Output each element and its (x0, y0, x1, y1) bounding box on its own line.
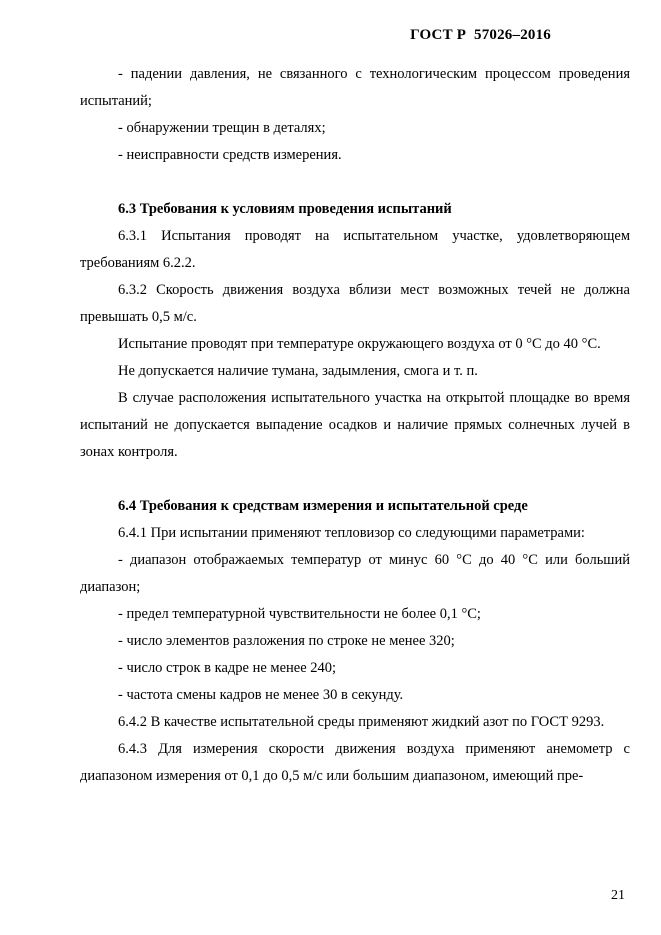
paragraph: 6.3.1 Испытания проводят на испытательном участке, удовлетворяющем требованиям 6.2.2. (80, 228, 630, 271)
document-body (80, 61, 630, 790)
paragraph: 6.3.2 Скорость движения воздуха вблизи мест возможных течей не должна превышать 0,5 м/с. (80, 282, 630, 325)
paragraph: - падении давления, не связанного с технологическим процессом проведения испытаний; (80, 66, 630, 109)
document-header: ГОСТ Р 57026–2016 (410, 27, 551, 43)
paragraph: В случае расположения испытательного участка на открытой площадке во время испытаний не допускается выпадение осадков и наличие прямых солнечных лучей в зонах контроля. (80, 390, 630, 460)
paragraph: - число элементов разложения по строке не менее 320; (118, 633, 455, 649)
paragraph: Не допускается наличие тумана, задымления, смога и т. п. (118, 363, 478, 379)
paragraph: Испытание проводят при температуре окружающего воздуха от 0 °С до 40 °С. (118, 336, 601, 352)
paragraph: - предел температурной чувствительности не более 0,1 °С; (118, 606, 481, 622)
paragraph: 6.4.1 При испытании применяют тепловизор со следующими параметрами: (118, 525, 585, 541)
section-heading: 6.4 Требования к средствам измерения и испытательной среде (118, 498, 528, 514)
paragraph: - обнаружении трещин в деталях; (118, 120, 326, 136)
paragraph: - число строк в кадре не менее 240; (118, 660, 337, 676)
paragraph: - диапазон отображаемых температур от минус 60 °С до 40 °С или больший диапазон; (80, 552, 630, 595)
paragraph: 6.4.3 Для измерения скорости движения воздуха применяют анемометр с диапазоном измерения от 0,1 до 0,5 м/с или большим диапазоном, имеющий пре- (80, 741, 630, 784)
section-heading: 6.3 Требования к условиям проведения испытаний (118, 201, 452, 217)
paragraph: 6.4.2 В качестве испытательной среды применяют жидкий азот по ГОСТ 9293. (118, 714, 605, 730)
paragraph: - неисправности средств измерения. (118, 147, 342, 163)
paragraph: - частота смены кадров не менее 30 в секунду. (118, 687, 404, 703)
page-number: 21 (611, 888, 625, 903)
